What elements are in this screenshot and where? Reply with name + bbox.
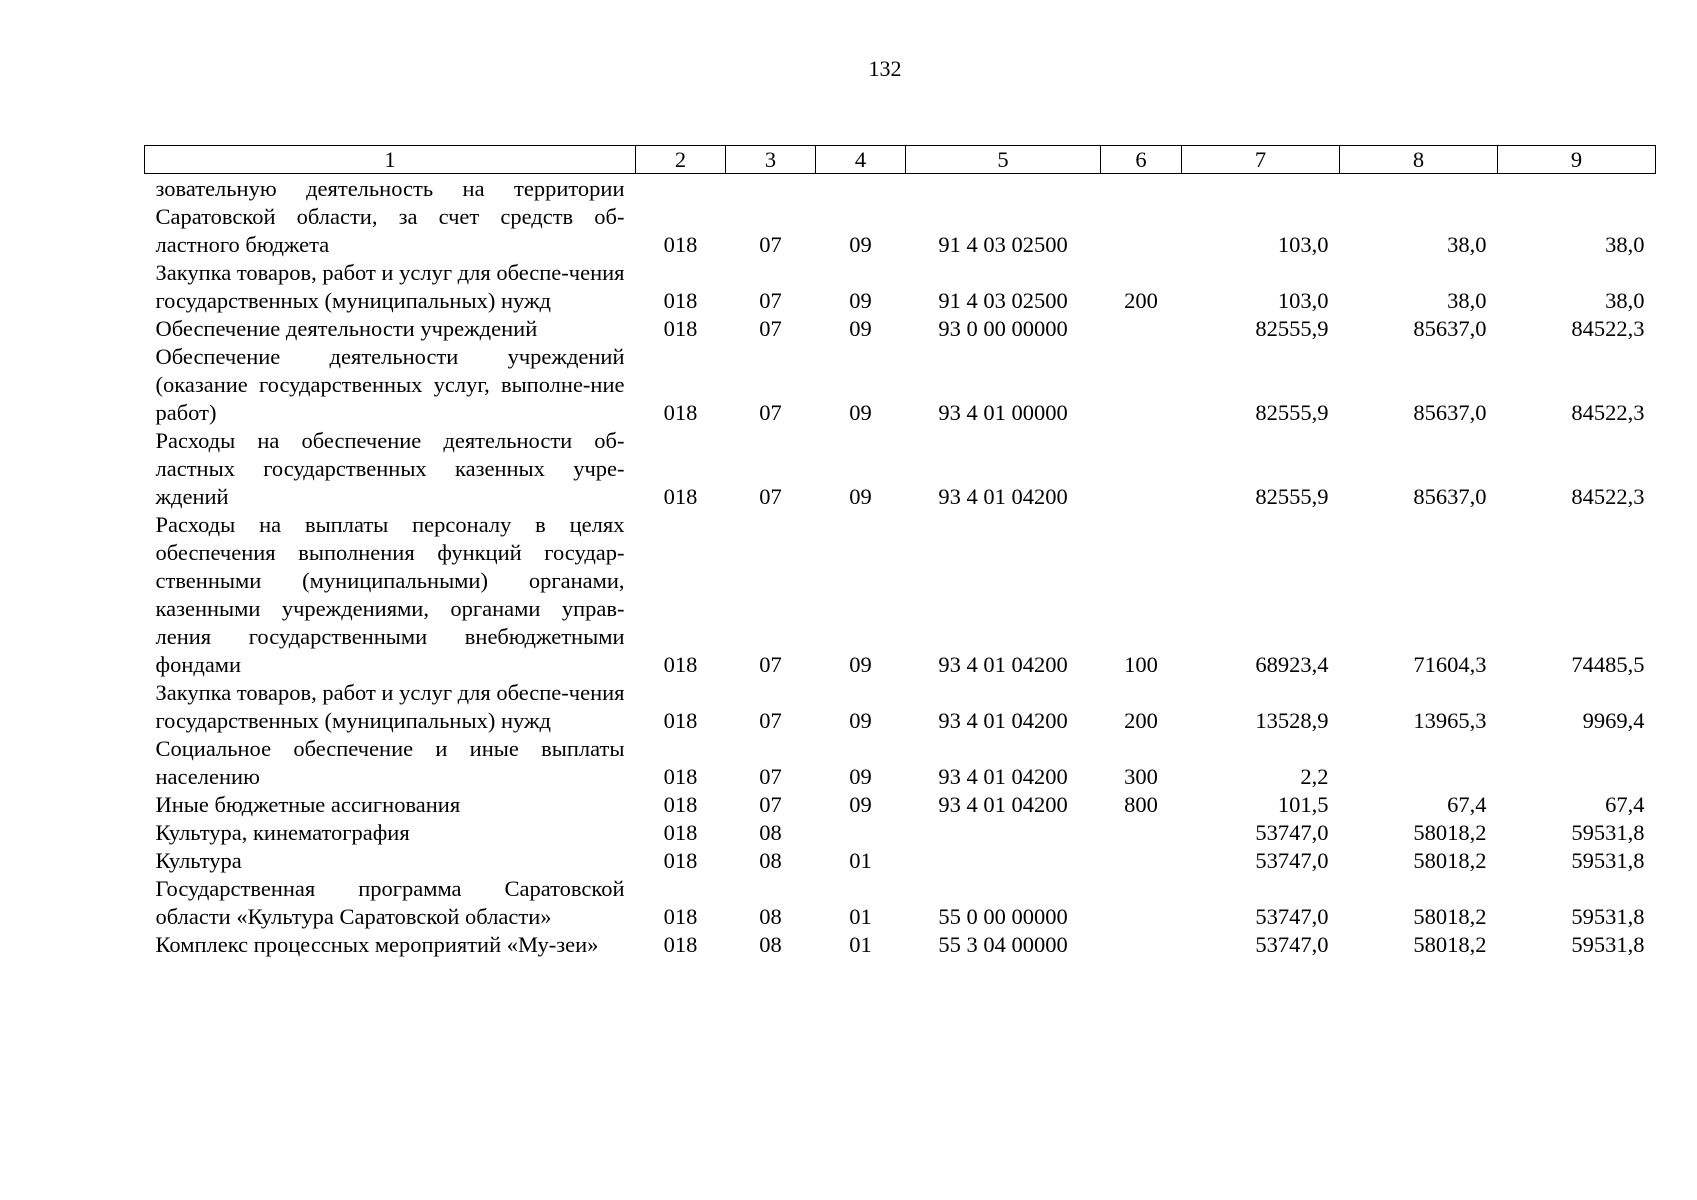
ministry-code: 018 [663, 904, 698, 929]
ministry-code: 018 [663, 400, 698, 425]
table-body [145, 174, 1656, 960]
expense-type-code: 100 [1124, 652, 1158, 677]
target-article-code: 93 4 01 04200 [938, 652, 1068, 677]
target-article-code: 93 4 01 04200 [938, 484, 1068, 509]
amount-col-8: 85637,0 [1413, 400, 1487, 425]
column-header: 7 [1182, 146, 1340, 174]
amount-col-7: 82555,9 [1255, 316, 1329, 341]
subsection-code: 09 [849, 400, 872, 425]
amount-col-8: 58018,2 [1413, 848, 1487, 873]
column-header: 3 [726, 146, 816, 174]
amount-col-8: 85637,0 [1413, 484, 1487, 509]
subsection-code: 09 [849, 484, 872, 509]
target-article-code [906, 819, 1101, 847]
section-code: 08 [759, 904, 782, 929]
subsection-code: 09 [849, 316, 872, 341]
subsection-code: 09 [849, 708, 872, 733]
ministry-code: 018 [663, 316, 698, 341]
amount-col-8: 38,0 [1447, 288, 1487, 313]
ministry-code: 018 [663, 820, 698, 845]
row-description: зовательную деятельность на территории Саратовской области, за счет средств об-ластного бюджета [155, 176, 625, 257]
expense-type-code: 300 [1124, 764, 1158, 789]
row-description: Иные бюджетные ассигнования [155, 792, 461, 817]
subsection-code: 09 [849, 232, 872, 257]
amount-col-7: 53747,0 [1255, 904, 1329, 929]
section-code: 07 [759, 792, 782, 817]
amount-col-9: 74485,5 [1571, 652, 1645, 677]
column-header: 2 [636, 146, 726, 174]
subsection-code: 01 [849, 932, 872, 957]
amount-col-9: 67,4 [1605, 792, 1645, 817]
row-description: Комплекс процессных мероприятий «Му-зеи» [155, 932, 599, 957]
column-header: 6 [1101, 146, 1182, 174]
column-header: 8 [1340, 146, 1498, 174]
table-row [145, 511, 1656, 679]
column-number-header-row [145, 146, 1656, 174]
amount-col-8: 58018,2 [1413, 820, 1487, 845]
ministry-code: 018 [663, 764, 698, 789]
column-header: 5 [906, 146, 1101, 174]
section-code: 08 [759, 848, 782, 873]
section-code: 07 [759, 316, 782, 341]
amount-col-7: 103,0 [1277, 288, 1329, 313]
table-row [145, 427, 1656, 511]
amount-col-7: 68923,4 [1255, 652, 1329, 677]
subsection-code: 09 [849, 652, 872, 677]
expense-type-code: 200 [1124, 288, 1158, 313]
expense-type-code [1101, 343, 1182, 427]
expense-type-code: 800 [1124, 792, 1158, 817]
subsection-code: 09 [849, 764, 872, 789]
amount-col-9: 9969,4 [1582, 708, 1645, 733]
section-code: 07 [759, 400, 782, 425]
table-row [145, 847, 1656, 875]
section-code: 07 [759, 708, 782, 733]
column-header: 1 [145, 146, 636, 174]
row-description: Закупка товаров, работ и услуг для обеспе-чения государственных (муниципальных) нужд [155, 260, 625, 313]
subsection-code: 01 [849, 904, 872, 929]
subsection-code: 01 [849, 848, 872, 873]
expense-type-code [1101, 819, 1182, 847]
target-article-code: 55 0 00 00000 [938, 904, 1068, 929]
amount-col-9 [1498, 735, 1656, 791]
amount-col-9: 84522,3 [1571, 316, 1645, 341]
subsection-code [816, 819, 906, 847]
section-code: 08 [759, 820, 782, 845]
table-row [145, 174, 1656, 260]
row-description: Расходы на выплаты персоналу в целях обеспечения выполнения функций государ-ственными (муниципальными) органами, казенными учреждениями, органами управ-ления государственными внебюджетными фондами [155, 512, 625, 677]
expense-type-code [1101, 847, 1182, 875]
table-row [145, 931, 1656, 959]
table-row [145, 791, 1656, 819]
amount-col-8: 67,4 [1447, 792, 1487, 817]
amount-col-9: 84522,3 [1571, 484, 1645, 509]
amount-col-8: 58018,2 [1413, 904, 1487, 929]
target-article-code: 91 4 03 02500 [938, 288, 1068, 313]
amount-col-9: 38,0 [1605, 288, 1645, 313]
amount-col-9: 59531,8 [1571, 904, 1645, 929]
row-description: Культура, кинематография [155, 820, 410, 845]
amount-col-9: 59531,8 [1571, 932, 1645, 957]
table-row [145, 875, 1656, 931]
amount-col-7: 82555,9 [1255, 400, 1329, 425]
table-row [145, 819, 1656, 847]
row-description: Расходы на обеспечение деятельности об-ластных государственных казенных учре-ждений [155, 428, 625, 509]
column-header: 9 [1498, 146, 1656, 174]
amount-col-7: 82555,9 [1255, 484, 1329, 509]
amount-col-8: 58018,2 [1413, 932, 1487, 957]
target-article-code: 55 3 04 00000 [938, 932, 1068, 957]
amount-col-9: 84522,3 [1571, 400, 1645, 425]
target-article-code [906, 847, 1101, 875]
section-code: 07 [759, 652, 782, 677]
ministry-code: 018 [663, 792, 698, 817]
amount-col-8: 85637,0 [1413, 316, 1487, 341]
target-article-code: 93 4 01 04200 [938, 764, 1068, 789]
amount-col-8: 71604,3 [1413, 652, 1487, 677]
amount-col-7: 103,0 [1277, 232, 1329, 257]
row-description: Культура [155, 848, 242, 873]
target-article-code: 93 0 00 00000 [938, 316, 1068, 341]
expense-type-code [1101, 427, 1182, 511]
table-row [145, 315, 1656, 343]
amount-col-8: 13965,3 [1413, 708, 1487, 733]
amount-col-7: 13528,9 [1255, 708, 1329, 733]
section-code: 07 [759, 232, 782, 257]
column-header: 4 [816, 146, 906, 174]
amount-col-9: 59531,8 [1571, 820, 1645, 845]
section-code: 08 [759, 932, 782, 957]
ministry-code: 018 [663, 652, 698, 677]
row-description: Социальное обеспечение и иные выплаты населению [155, 736, 625, 789]
expense-type-code [1101, 174, 1182, 260]
page-number: 132 [868, 56, 902, 81]
amount-col-8: 38,0 [1447, 232, 1487, 257]
table-row [145, 343, 1656, 427]
target-article-code: 93 4 01 04200 [938, 708, 1068, 733]
expense-type-code [1101, 931, 1182, 959]
section-code: 07 [759, 484, 782, 509]
amount-col-7: 2,2 [1300, 764, 1329, 789]
ministry-code: 018 [663, 932, 698, 957]
table-row [145, 735, 1656, 791]
ministry-code: 018 [663, 484, 698, 509]
row-description: Закупка товаров, работ и услуг для обеспе-чения государственных (муниципальных) нужд [155, 680, 625, 733]
row-description: Обеспечение деятельности учреждений [155, 316, 538, 341]
section-code: 07 [759, 764, 782, 789]
target-article-code: 93 4 01 04200 [938, 792, 1068, 817]
subsection-code: 09 [849, 288, 872, 313]
subsection-code: 09 [849, 792, 872, 817]
row-description: Государственная программа Саратовской области «Культура Саратовской области» [155, 876, 625, 929]
amount-col-7: 53747,0 [1255, 932, 1329, 957]
amount-col-7: 101,5 [1277, 792, 1329, 817]
amount-col-9: 38,0 [1605, 232, 1645, 257]
expense-type-code: 200 [1124, 708, 1158, 733]
expense-type-code [1101, 315, 1182, 343]
section-code: 07 [759, 288, 782, 313]
ministry-code: 018 [663, 288, 698, 313]
target-article-code: 91 4 03 02500 [938, 232, 1068, 257]
table-row [145, 259, 1656, 315]
amount-col-9: 59531,8 [1571, 848, 1645, 873]
budget-table [144, 145, 1656, 959]
table-row [145, 679, 1656, 735]
target-article-code: 93 4 01 00000 [938, 400, 1068, 425]
ministry-code: 018 [663, 848, 698, 873]
row-description: Обеспечение деятельности учреждений (оказание государственных услуг, выполне-ние работ) [155, 344, 625, 425]
expense-type-code [1101, 875, 1182, 931]
ministry-code: 018 [663, 232, 698, 257]
amount-col-7: 53747,0 [1255, 820, 1329, 845]
amount-col-7: 53747,0 [1255, 848, 1329, 873]
amount-col-8 [1340, 735, 1498, 791]
ministry-code: 018 [663, 708, 698, 733]
